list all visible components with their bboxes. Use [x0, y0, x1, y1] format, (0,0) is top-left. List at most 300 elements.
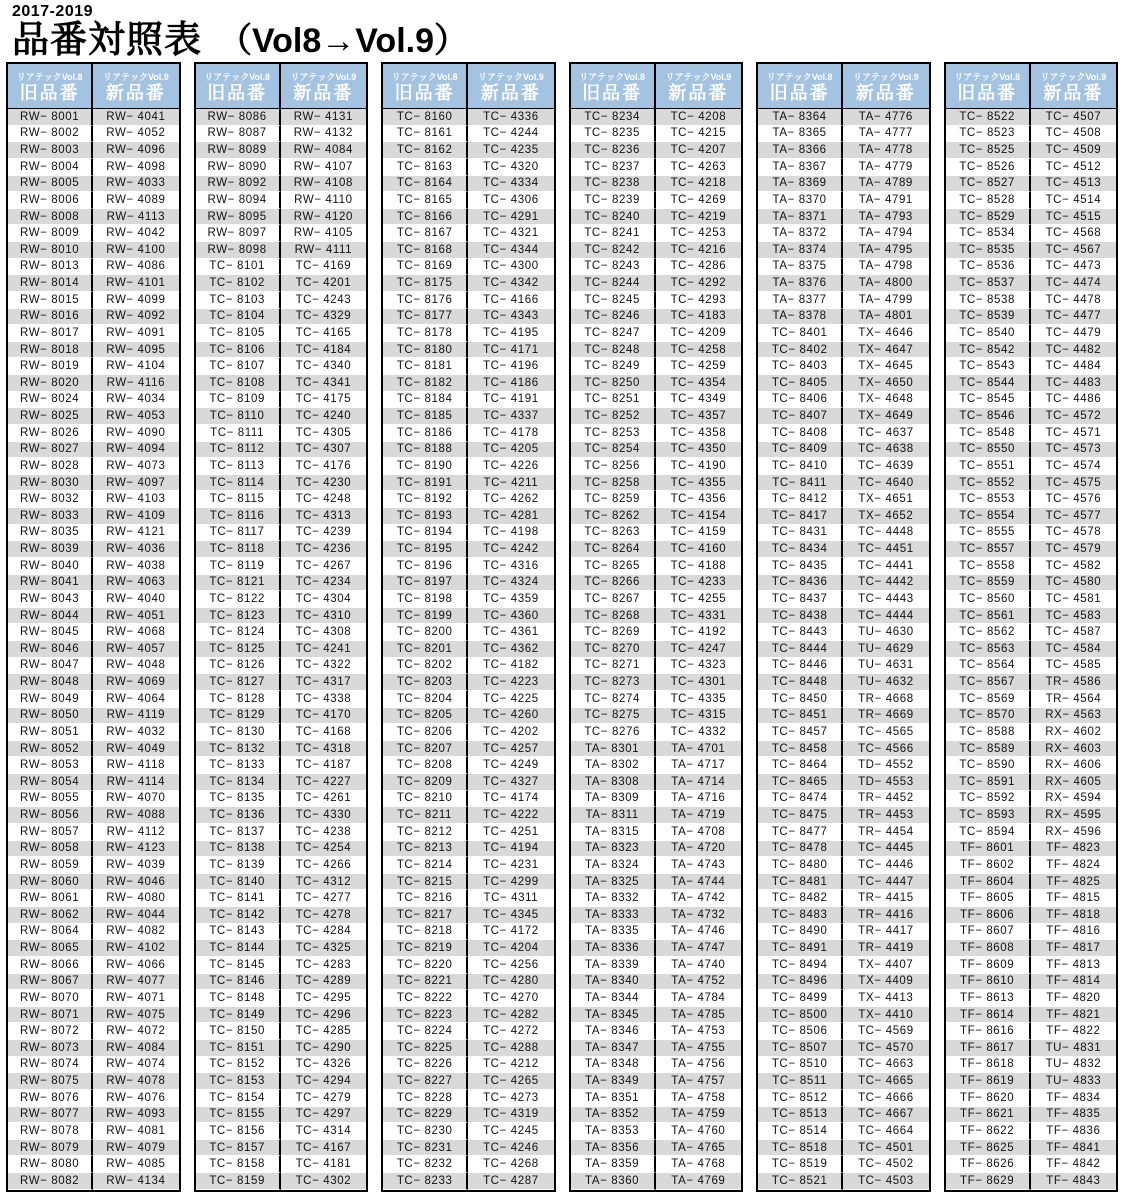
old-code-cell: TA− 8370 [758, 192, 843, 209]
table-row [8, 924, 179, 941]
old-code-cell: RW− 8075 [8, 1073, 93, 1090]
table-body [571, 109, 742, 1190]
table-row [8, 491, 179, 508]
old-code-cell: TC− 8106 [196, 342, 281, 359]
volume-label: リアテックVol.9 [477, 72, 544, 82]
old-code-cell: TA− 8323 [571, 841, 656, 858]
table-row [8, 907, 179, 924]
old-code-cell: TC− 8156 [196, 1123, 281, 1140]
old-code-cell: TC− 8275 [571, 708, 656, 725]
table-row [946, 309, 1117, 326]
new-code-cell: RW− 4070 [93, 791, 178, 808]
table-row [383, 674, 554, 691]
table-row [571, 874, 742, 891]
new-code-cell: RW− 4040 [93, 591, 178, 608]
new-code-cell: TA− 4779 [843, 159, 928, 176]
old-code-cell: TA− 8344 [571, 990, 656, 1007]
table-row [946, 774, 1117, 791]
new-code-cell: TF− 4823 [1031, 841, 1116, 858]
old-code-cell: TC− 8412 [758, 491, 843, 508]
new-code-cell: TC− 4448 [843, 525, 928, 542]
new-code-cell: RW− 4108 [281, 176, 366, 193]
table-row [196, 192, 367, 209]
table-row [196, 541, 367, 558]
new-code-cell: RW− 4041 [93, 109, 178, 126]
table-row [571, 741, 742, 758]
new-code-cell: RW− 4114 [93, 774, 178, 791]
new-code-cell: TC− 4272 [468, 1023, 553, 1040]
table-row [383, 907, 554, 924]
table-row [383, 458, 554, 475]
old-code-cell: TA− 8325 [571, 874, 656, 891]
new-code-cell: TA− 4784 [656, 990, 741, 1007]
table-row [571, 658, 742, 675]
old-code-cell: TF− 8604 [946, 874, 1031, 891]
column-label: 新品番 [855, 83, 916, 103]
old-code-cell: TC− 8542 [946, 342, 1031, 359]
new-code-cell: TC− 4170 [281, 708, 366, 725]
table-row [196, 1140, 367, 1157]
table-row [196, 1090, 367, 1107]
old-code-cell: TC− 8164 [383, 176, 468, 193]
old-code-cell: TF− 8607 [946, 924, 1031, 941]
old-code-cell: TC− 8483 [758, 907, 843, 924]
old-code-cell: RW− 8003 [8, 142, 93, 159]
old-code-cell: RW− 8061 [8, 890, 93, 907]
new-code-cell: TC− 4241 [281, 641, 366, 658]
new-code-cell: TC− 4254 [281, 841, 366, 858]
new-code-cell: TA− 4795 [843, 242, 928, 259]
old-code-cell: RW− 8052 [8, 741, 93, 758]
table-row [758, 109, 929, 126]
old-code-cell: TC− 8196 [383, 558, 468, 575]
table-row [946, 1040, 1117, 1057]
new-code-cell: TC− 4575 [1031, 475, 1116, 492]
old-code-cell: TC− 8124 [196, 624, 281, 641]
old-code-cell: RW− 8098 [196, 242, 281, 259]
old-code-cell: TC− 8448 [758, 674, 843, 691]
table-row [196, 974, 367, 991]
table-row [758, 924, 929, 941]
new-code-cell: TC− 4299 [468, 874, 553, 891]
table-row [758, 508, 929, 525]
old-code-cell: TC− 8193 [383, 508, 468, 525]
new-code-cell: TA− 4720 [656, 841, 741, 858]
old-code-cell: TA− 8302 [571, 757, 656, 774]
table-row [946, 292, 1117, 309]
new-code-cell: TC− 4288 [468, 1040, 553, 1057]
new-code-cell: TA− 4799 [843, 292, 928, 309]
old-code-column-header [8, 64, 93, 108]
new-code-cell: RW− 4071 [93, 990, 178, 1007]
old-code-cell: TC− 8273 [571, 674, 656, 691]
new-code-cell: TC− 4244 [468, 126, 553, 143]
table-row [196, 1073, 367, 1090]
table-row [8, 508, 179, 525]
new-code-cell: RW− 4064 [93, 691, 178, 708]
table-row [8, 841, 179, 858]
period-label: 2017-2019 [12, 3, 94, 20]
new-code-cell: TC− 4278 [281, 907, 366, 924]
old-code-cell: TC− 8521 [758, 1173, 843, 1190]
table-row [946, 109, 1117, 126]
new-code-cell: TC− 4225 [468, 691, 553, 708]
old-code-cell: TC− 8202 [383, 658, 468, 675]
old-code-cell: RW− 8082 [8, 1173, 93, 1190]
new-code-cell: TA− 4778 [843, 142, 928, 159]
old-code-cell: TA− 8366 [758, 142, 843, 159]
old-code-cell: TA− 8324 [571, 857, 656, 874]
old-code-cell: TC− 8409 [758, 442, 843, 459]
table-row [946, 974, 1117, 991]
old-code-cell: RW− 8060 [8, 874, 93, 891]
table-row [758, 558, 929, 575]
new-code-cell: TC− 4338 [281, 691, 366, 708]
old-code-cell: TC− 8528 [946, 192, 1031, 209]
new-code-cell: RW− 4074 [93, 1057, 178, 1074]
table-row [946, 741, 1117, 758]
table-row [196, 990, 367, 1007]
old-code-cell: TC− 8491 [758, 940, 843, 957]
new-code-cell: TC− 4202 [468, 724, 553, 741]
table-row [946, 1057, 1117, 1074]
table-row [758, 1057, 929, 1074]
old-code-cell: TC− 8208 [383, 757, 468, 774]
table-row [196, 724, 367, 741]
old-code-cell: TC− 8118 [196, 541, 281, 558]
table-row [758, 1156, 929, 1173]
old-code-cell: TC− 8555 [946, 525, 1031, 542]
table-row [8, 1090, 179, 1107]
old-code-cell: RW− 8095 [196, 209, 281, 226]
old-code-cell: TC− 8494 [758, 957, 843, 974]
old-code-cell: TC− 8405 [758, 375, 843, 392]
table-row [946, 1090, 1117, 1107]
old-code-cell: TC− 8215 [383, 874, 468, 891]
table-row [196, 508, 367, 525]
old-code-cell: RW− 8077 [8, 1107, 93, 1124]
old-code-cell: RW− 8059 [8, 857, 93, 874]
new-code-cell: TX− 4651 [843, 491, 928, 508]
old-code-cell: TC− 8569 [946, 691, 1031, 708]
new-code-cell: TC− 4171 [468, 342, 553, 359]
new-code-cell: TC− 4273 [468, 1090, 553, 1107]
table-row [946, 425, 1117, 442]
table-row [8, 757, 179, 774]
table-row [758, 541, 929, 558]
new-code-cell: TC− 4358 [656, 425, 741, 442]
new-code-cell: TC− 4300 [468, 259, 553, 276]
table-row [196, 591, 367, 608]
old-code-cell: TC− 8458 [758, 741, 843, 758]
old-code-cell: TC− 8194 [383, 525, 468, 542]
new-code-cell: TC− 4356 [656, 491, 741, 508]
table-row [383, 890, 554, 907]
table-row [383, 708, 554, 725]
new-code-cell: TC− 4235 [468, 142, 553, 159]
table-row [946, 1140, 1117, 1157]
table-row [8, 458, 179, 475]
column-label: 旧品番 [207, 83, 268, 103]
new-code-cell: TC− 4578 [1031, 525, 1116, 542]
table-row [8, 708, 179, 725]
table-row [571, 1156, 742, 1173]
new-code-cell: TA− 4757 [656, 1073, 741, 1090]
table-row [383, 1173, 554, 1190]
table-row [571, 541, 742, 558]
table-row [383, 558, 554, 575]
new-code-cell: TX− 4650 [843, 375, 928, 392]
new-code-cell: TF− 4825 [1031, 874, 1116, 891]
new-code-cell: TC− 4305 [281, 425, 366, 442]
new-code-cell: TC− 4295 [281, 990, 366, 1007]
new-code-cell: TC− 4313 [281, 508, 366, 525]
table-row [196, 774, 367, 791]
new-code-cell: RW− 4091 [93, 325, 178, 342]
table-row [946, 392, 1117, 409]
table-row [758, 641, 929, 658]
new-code-cell: TC− 4245 [468, 1123, 553, 1140]
new-code-cell: TC− 4184 [281, 342, 366, 359]
table-row [8, 1023, 179, 1040]
table-row [946, 824, 1117, 841]
table-row [383, 491, 554, 508]
new-code-cell: TC− 4477 [1031, 309, 1116, 326]
new-code-cell: RW− 4112 [93, 824, 178, 841]
new-code-cell: TC− 4239 [281, 525, 366, 542]
table-row [571, 225, 742, 242]
table-row [196, 575, 367, 592]
old-code-cell: TC− 8522 [946, 109, 1031, 126]
table-row [383, 425, 554, 442]
old-code-cell: TC− 8169 [383, 259, 468, 276]
table-row [196, 209, 367, 226]
old-code-cell: TA− 8345 [571, 1007, 656, 1024]
new-code-cell: TC− 4267 [281, 558, 366, 575]
new-code-cell: RW− 4082 [93, 924, 178, 941]
new-code-cell: TC− 4259 [656, 358, 741, 375]
new-code-cell: TA− 4714 [656, 774, 741, 791]
table-row [946, 1123, 1117, 1140]
new-code-cell: TA− 4743 [656, 857, 741, 874]
new-code-cell: TA− 4756 [656, 1057, 741, 1074]
table-row [571, 1073, 742, 1090]
new-code-cell: TF− 4817 [1031, 940, 1116, 957]
table-row [571, 358, 742, 375]
new-code-cell: TC− 4344 [468, 242, 553, 259]
old-code-cell: TC− 8122 [196, 591, 281, 608]
table-row [946, 1073, 1117, 1090]
old-code-cell: TC− 8438 [758, 608, 843, 625]
table-row [8, 608, 179, 625]
old-code-cell: TA− 8311 [571, 807, 656, 824]
old-code-cell: TC− 8224 [383, 1023, 468, 1040]
table-row [758, 1107, 929, 1124]
table-row [571, 109, 742, 126]
old-code-cell: TF− 8601 [946, 841, 1031, 858]
old-code-cell: TC− 8444 [758, 641, 843, 658]
old-code-cell: TC− 8151 [196, 1040, 281, 1057]
table-row [571, 375, 742, 392]
old-code-cell: TC− 8232 [383, 1156, 468, 1173]
table-row [571, 176, 742, 193]
old-code-cell: TC− 8230 [383, 1123, 468, 1140]
new-code-cell: TC− 4332 [656, 724, 741, 741]
column-label: 旧品番 [19, 83, 80, 103]
old-code-cell: TC− 8146 [196, 974, 281, 991]
old-code-cell: TC− 8223 [383, 1007, 468, 1024]
new-code-cell: RW− 4084 [281, 142, 366, 159]
old-code-cell: RW− 8080 [8, 1156, 93, 1173]
new-code-cell: TF− 4813 [1031, 957, 1116, 974]
old-code-cell: TA− 8346 [571, 1023, 656, 1040]
new-code-cell: TC− 4233 [656, 575, 741, 592]
old-code-cell: TC− 8510 [758, 1057, 843, 1074]
new-code-column-header [281, 64, 366, 108]
column-label: 新品番 [1043, 83, 1104, 103]
new-code-cell: TF− 4815 [1031, 890, 1116, 907]
old-code-cell: TA− 8339 [571, 957, 656, 974]
table-row [758, 142, 929, 159]
table-row [196, 641, 367, 658]
new-code-cell: TC− 4307 [281, 442, 366, 459]
new-code-cell: RW− 4057 [93, 641, 178, 658]
new-code-cell: TC− 4285 [281, 1023, 366, 1040]
new-code-cell: RW− 4081 [93, 1123, 178, 1140]
new-code-cell: RW− 4118 [93, 757, 178, 774]
table-row [758, 392, 929, 409]
new-code-cell: TC− 4293 [656, 292, 741, 309]
table-row [571, 508, 742, 525]
table-row [383, 242, 554, 259]
table-row [946, 242, 1117, 259]
new-code-cell: TR− 4419 [843, 940, 928, 957]
table-header [196, 64, 367, 109]
old-code-cell: TC− 8153 [196, 1073, 281, 1090]
old-code-cell: TC− 8143 [196, 924, 281, 941]
old-code-cell: TC− 8176 [383, 292, 468, 309]
new-code-cell: TC− 4508 [1031, 126, 1116, 143]
new-code-cell: RX− 4602 [1031, 724, 1116, 741]
new-code-cell: TC− 4174 [468, 791, 553, 808]
new-code-cell: TU− 4632 [843, 674, 928, 691]
new-code-cell: TC− 4582 [1031, 558, 1116, 575]
new-code-cell: TC− 4280 [468, 974, 553, 991]
new-code-cell: TC− 4441 [843, 558, 928, 575]
table-row [8, 126, 179, 143]
new-code-cell: TC− 4341 [281, 375, 366, 392]
old-code-cell: TC− 8188 [383, 442, 468, 459]
new-code-cell: TC− 4283 [281, 957, 366, 974]
old-code-cell: TC− 8214 [383, 857, 468, 874]
new-code-column-header [468, 64, 553, 108]
new-code-cell: TC− 4568 [1031, 225, 1116, 242]
table-row [946, 1023, 1117, 1040]
old-code-cell: TC− 8559 [946, 575, 1031, 592]
table-row [571, 242, 742, 259]
new-code-cell: TC− 4308 [281, 624, 366, 641]
table-row [8, 192, 179, 209]
new-code-cell: TA− 4798 [843, 259, 928, 276]
old-code-cell: TF− 8625 [946, 1140, 1031, 1157]
table-row [8, 159, 179, 176]
old-code-cell: RW− 8005 [8, 176, 93, 193]
table-row [383, 375, 554, 392]
old-code-cell: TC− 8408 [758, 425, 843, 442]
old-code-cell: TC− 8104 [196, 309, 281, 326]
table-row [8, 558, 179, 575]
old-code-cell: TC− 8167 [383, 225, 468, 242]
old-code-cell: TC− 8538 [946, 292, 1031, 309]
table-row [758, 375, 929, 392]
new-code-cell: TF− 4816 [1031, 924, 1116, 941]
table-row [946, 209, 1117, 226]
old-code-cell: TC− 8558 [946, 558, 1031, 575]
table-row [946, 508, 1117, 525]
old-code-cell: RW− 8086 [196, 109, 281, 126]
new-code-cell: TC− 4486 [1031, 392, 1116, 409]
new-code-cell: RW− 4102 [93, 940, 178, 957]
new-code-cell: TX− 4413 [843, 990, 928, 1007]
new-code-cell: RW− 4039 [93, 857, 178, 874]
old-code-cell: TC− 8109 [196, 392, 281, 409]
old-code-cell: TA− 8372 [758, 225, 843, 242]
old-code-cell: TC− 8258 [571, 475, 656, 492]
table-row [8, 957, 179, 974]
table-row [196, 624, 367, 641]
old-code-cell: RW− 8048 [8, 674, 93, 691]
new-code-cell: TA− 4708 [656, 824, 741, 841]
new-code-cell: TA− 4785 [656, 1007, 741, 1024]
new-code-column-header [93, 64, 178, 108]
old-code-cell: TC− 8132 [196, 741, 281, 758]
table-row [196, 375, 367, 392]
old-code-cell: RW− 8097 [196, 225, 281, 242]
table-row [571, 890, 742, 907]
old-code-cell: TC− 8144 [196, 940, 281, 957]
old-code-cell: TC− 8523 [946, 126, 1031, 143]
new-code-cell: TC− 4255 [656, 591, 741, 608]
old-code-cell: TC− 8186 [383, 425, 468, 442]
table-row [196, 924, 367, 941]
table-row [946, 890, 1117, 907]
new-code-cell: TU− 4833 [1031, 1073, 1116, 1090]
old-code-cell: TC− 8152 [196, 1057, 281, 1074]
new-code-cell: TA− 4732 [656, 907, 741, 924]
old-code-column-header [383, 64, 468, 108]
new-code-cell: TC− 4587 [1031, 624, 1116, 641]
old-code-cell: TC− 8551 [946, 458, 1031, 475]
old-code-cell: TC− 8269 [571, 624, 656, 641]
table-row [196, 558, 367, 575]
new-code-cell: TC− 4205 [468, 442, 553, 459]
old-code-cell: TC− 8270 [571, 641, 656, 658]
table-row [8, 475, 179, 492]
table-row [196, 1023, 367, 1040]
old-code-cell: TC− 8554 [946, 508, 1031, 525]
table-row [571, 940, 742, 957]
new-code-cell: TC− 4296 [281, 1007, 366, 1024]
new-code-cell: TF− 4834 [1031, 1090, 1116, 1107]
new-code-cell: TC− 4640 [843, 475, 928, 492]
new-code-cell: TC− 4310 [281, 608, 366, 625]
old-code-cell: TA− 8365 [758, 126, 843, 143]
old-code-cell: RW− 8016 [8, 309, 93, 326]
table-row [8, 674, 179, 691]
old-code-cell: TC− 8482 [758, 890, 843, 907]
old-code-cell: TC− 8180 [383, 342, 468, 359]
new-code-cell: TR− 4669 [843, 708, 928, 725]
